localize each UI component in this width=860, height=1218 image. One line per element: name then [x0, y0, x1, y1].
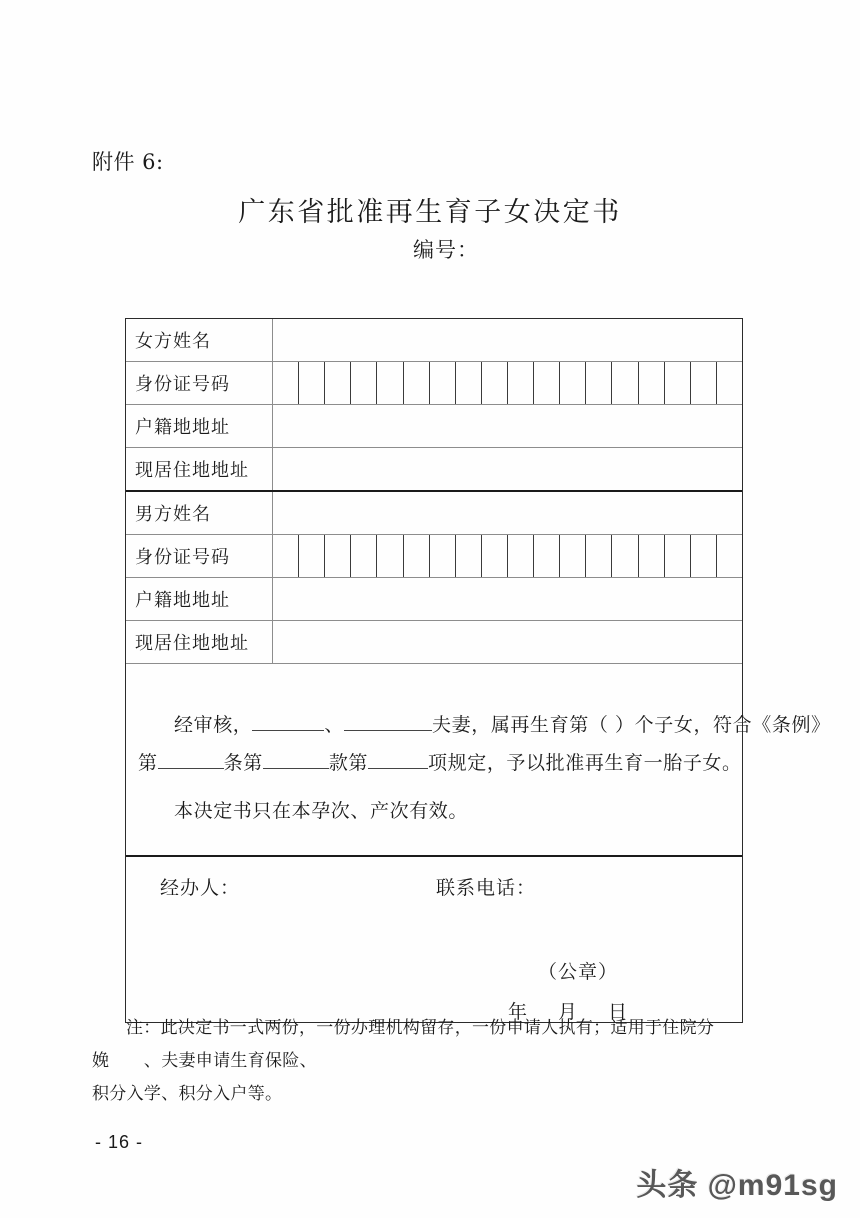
id-digit-box[interactable]	[273, 362, 299, 404]
table-row	[126, 448, 742, 492]
id-digit-box[interactable]	[456, 535, 482, 577]
id-digit-box[interactable]	[351, 362, 377, 404]
table-row	[126, 362, 742, 405]
id-digit-box[interactable]	[508, 362, 534, 404]
id-digit-box[interactable]	[404, 535, 430, 577]
handler-label: 经办人：	[160, 877, 241, 899]
official-seal-label: （公章）	[538, 961, 619, 983]
id-digit-box[interactable]	[586, 362, 612, 404]
statement-line2-part-b: 条第	[223, 751, 263, 774]
id-digit-box[interactable]	[299, 362, 325, 404]
id-digit-box[interactable]	[717, 362, 742, 404]
id-digit-box[interactable]	[430, 362, 456, 404]
statement-line-3: 本决定书只在本孕次、产次有效。	[174, 799, 469, 822]
field-female-household[interactable]	[273, 405, 743, 448]
document-number-label: 编号：	[413, 238, 479, 262]
label-male-residence: 现居住地地址	[126, 621, 273, 664]
statement-line2-part-d: 项规定，予以批准再生育一胎子女。	[428, 751, 742, 774]
label-male-name: 男方姓名	[126, 491, 273, 535]
table-row	[126, 491, 742, 535]
statement-line2-part-a: 第	[138, 751, 158, 774]
signature-block	[126, 856, 742, 1022]
application-form-table	[125, 318, 831, 1023]
field-male-residence[interactable]	[273, 621, 743, 664]
label-male-id: 身份证号码	[126, 535, 273, 578]
watermark: 头条 @m91sg	[636, 1169, 838, 1202]
id-digit-box[interactable]	[299, 535, 325, 577]
field-female-residence[interactable]	[273, 448, 743, 492]
id-digit-box[interactable]	[430, 535, 456, 577]
id-digit-box[interactable]	[691, 535, 717, 577]
page-title: 广东省批准再生育子女决定书	[238, 197, 622, 228]
id-digit-box[interactable]	[482, 535, 508, 577]
id-digit-box[interactable]	[691, 362, 717, 404]
statement-line-1	[138, 706, 831, 744]
id-digit-box[interactable]	[665, 362, 691, 404]
page-number: - 16 -	[95, 1132, 144, 1152]
id-digit-box[interactable]	[351, 535, 377, 577]
id-digit-box[interactable]	[639, 362, 665, 404]
id-digit-box[interactable]	[482, 362, 508, 404]
label-female-residence: 现居住地地址	[126, 448, 273, 492]
footnote	[92, 1012, 782, 1111]
id-digit-box[interactable]	[612, 362, 638, 404]
id-digit-boxes-male[interactable]	[273, 535, 742, 577]
date-day-label: 日	[608, 1001, 629, 1023]
id-digit-box[interactable]	[612, 535, 638, 577]
id-digit-boxes-female[interactable]	[273, 362, 742, 404]
footnote-line-2: 积分入学、积分入户等。	[92, 1084, 283, 1104]
statement-line1-part-a: 经审核，	[174, 713, 253, 736]
statement-block	[126, 664, 831, 857]
table-row	[126, 535, 742, 578]
id-digit-box[interactable]	[639, 535, 665, 577]
date-month-label: 月	[558, 1001, 579, 1023]
label-female-name: 女方姓名	[126, 319, 273, 362]
id-digit-box[interactable]	[404, 362, 430, 404]
table-row	[126, 405, 742, 448]
field-male-household[interactable]	[273, 578, 743, 621]
id-digit-box[interactable]	[456, 362, 482, 404]
contact-phone-label: 联系电话：	[436, 877, 537, 899]
id-digit-box[interactable]	[586, 535, 612, 577]
id-digit-box[interactable]	[325, 362, 351, 404]
table-row	[126, 621, 742, 664]
label-male-household: 户籍地地址	[126, 578, 273, 621]
field-male-id[interactable]	[273, 535, 743, 578]
id-digit-box[interactable]	[560, 535, 586, 577]
id-digit-box[interactable]	[377, 535, 403, 577]
blank-item[interactable]	[368, 768, 428, 769]
id-digit-box[interactable]	[377, 362, 403, 404]
signature-row	[126, 856, 742, 1022]
id-digit-box[interactable]	[717, 535, 742, 577]
footnote-line-1: 注：此决定书一式两份，一份办理机构留存，一份申请人执有；适用于住院分娩 、夫妻申请生育保险、	[92, 1018, 715, 1071]
blank-female-name[interactable]	[252, 730, 324, 731]
id-digit-box[interactable]	[273, 535, 299, 577]
id-digit-box[interactable]	[325, 535, 351, 577]
field-male-name[interactable]	[273, 491, 743, 535]
statement-line-2	[138, 744, 742, 782]
table-row	[126, 319, 742, 362]
id-digit-box[interactable]	[665, 535, 691, 577]
date-year-label: 年	[508, 1001, 529, 1023]
statement-row	[126, 664, 742, 857]
attachment-label: 附件 6:	[92, 150, 164, 174]
id-digit-box[interactable]	[534, 362, 560, 404]
id-digit-box[interactable]	[560, 362, 586, 404]
field-female-id[interactable]	[273, 362, 743, 405]
table-row	[126, 578, 742, 621]
blank-male-name[interactable]	[344, 730, 432, 731]
statement-line1-part-c: 夫妻，属再生育第（ ）个子女，符合《条例》	[432, 713, 831, 736]
id-digit-box[interactable]	[534, 535, 560, 577]
statement-line1-part-b: 、	[324, 713, 345, 736]
field-female-name[interactable]	[273, 319, 743, 362]
label-female-household: 户籍地地址	[126, 405, 273, 448]
blank-clause[interactable]	[263, 768, 329, 769]
blank-article[interactable]	[158, 768, 224, 769]
label-female-id: 身份证号码	[126, 362, 273, 405]
statement-line2-part-c: 款第	[328, 751, 369, 774]
id-digit-box[interactable]	[508, 535, 534, 577]
